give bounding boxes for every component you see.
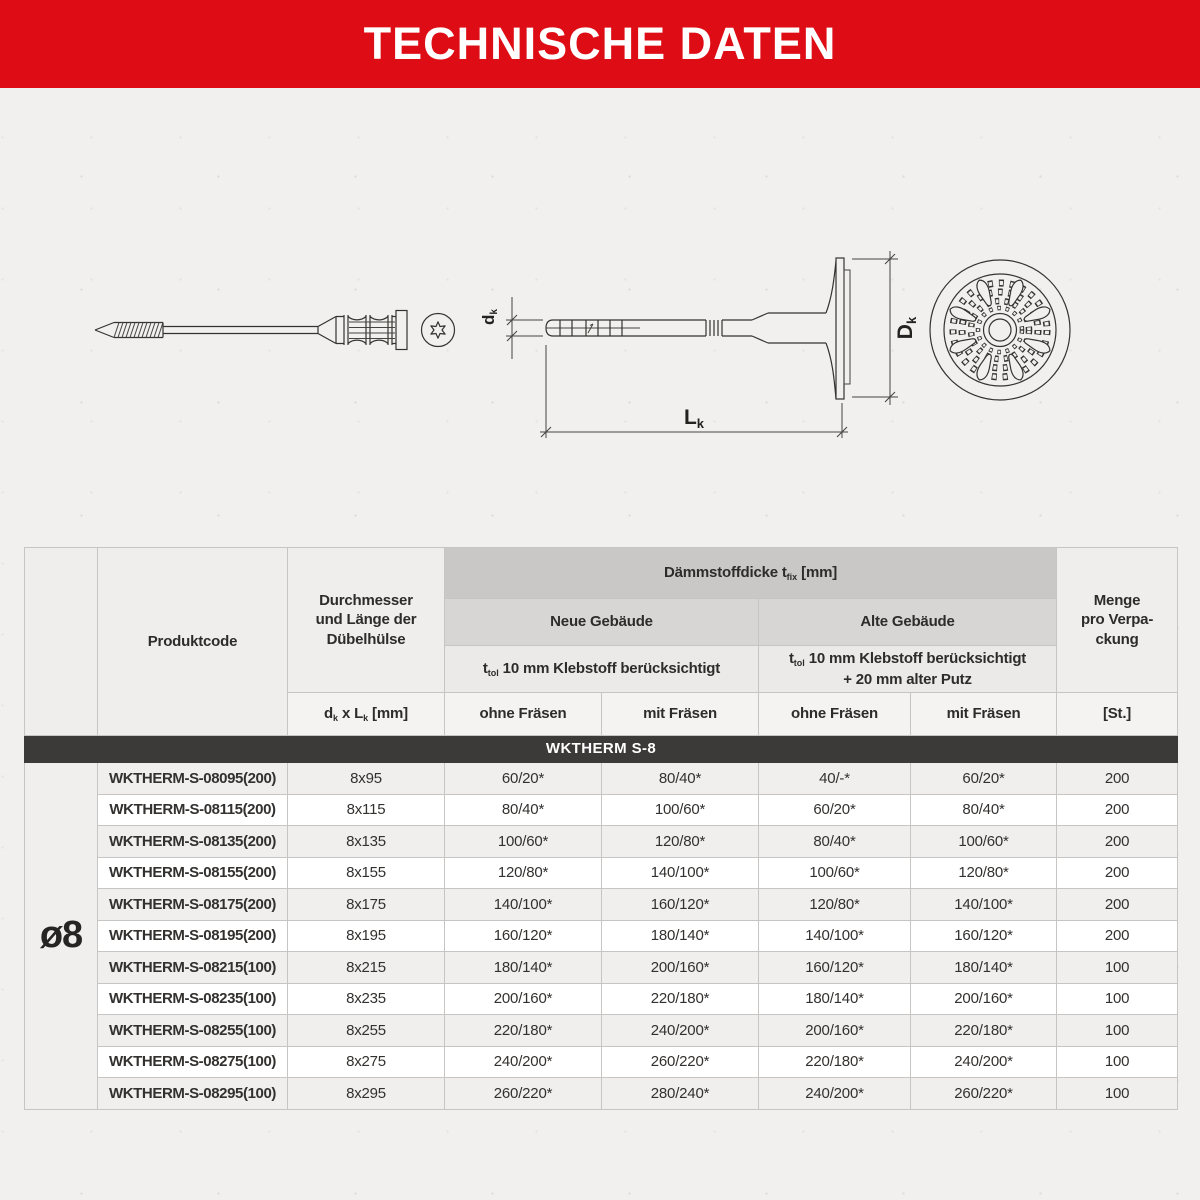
menge-cell: 200 [1057, 920, 1178, 952]
header-cell-menge: Menge pro Verpa- ckung [1057, 548, 1178, 693]
produktcode-label: Produktcode [147, 632, 238, 650]
alte-mit-cell: 200/160* [911, 983, 1057, 1015]
alte-mit-cell: 140/100* [911, 889, 1057, 921]
neue-mit-cell: 160/120* [602, 889, 759, 921]
table-row [25, 794, 1178, 826]
size-cell: 8x95 [288, 763, 445, 795]
header-cell-ttol-alte: $t_{tol}$ 10 mm Klebstoff berücksichtigt + 20 mm alter Putz [759, 646, 1057, 693]
size-cell: 8x255 [288, 1015, 445, 1047]
menge-cell: 200 [1057, 889, 1178, 921]
size-cell: 8x115 [288, 794, 445, 826]
header-cell-produktcode [98, 548, 288, 736]
alte-ohne-cell: 220/180* [759, 1046, 911, 1078]
alte-ohne-cell: 160/120* [759, 952, 911, 984]
header-cell-ttol-neue: $t_{tol}$ 10 mm Klebstoff berücksichtigt [445, 646, 759, 693]
alte-ohne-cell: 100/60* [759, 857, 911, 889]
menge-cell: 100 [1057, 1046, 1178, 1078]
table-row [25, 826, 1178, 858]
product-code-cell: WKTHERM-S-08155(200) [98, 857, 288, 889]
neue-ohne-cell: 240/200* [445, 1046, 602, 1078]
product-code-cell: WKTHERM-S-08215(100) [98, 952, 288, 984]
table-row [25, 857, 1178, 889]
size-cell: 8x275 [288, 1046, 445, 1078]
menge-cell: 100 [1057, 952, 1178, 984]
neue-mit-cell: 240/200* [602, 1015, 759, 1047]
product-code-cell: WKTHERM-S-08175(200) [98, 889, 288, 921]
header-cell-alte-mit-fraesen: mit Fräsen [911, 693, 1057, 736]
table-row [25, 889, 1178, 921]
neue-mit-cell: 220/180* [602, 983, 759, 1015]
header-cell-st-unit: [St.] [1057, 693, 1178, 736]
group-band-row [25, 736, 1178, 763]
header-cell-dk-lk: $d_k$ x $L_k$ [mm] [288, 693, 445, 736]
product-code-cell: WKTHERM-S-08275(100) [98, 1046, 288, 1078]
neue-ohne-cell: 120/80* [445, 857, 602, 889]
product-code-cell: WKTHERM-S-08295(100) [98, 1078, 288, 1110]
diameter-label-cell: ø8 [25, 763, 98, 1110]
alte-mit-cell: 240/200* [911, 1046, 1057, 1078]
table-row [25, 952, 1178, 984]
header-cell-neue-mit-fraesen: mit Fräsen [602, 693, 759, 736]
neue-ohne-cell: 180/140* [445, 952, 602, 984]
table-row [25, 1046, 1178, 1078]
screw-side-view-drawing [95, 311, 407, 350]
product-code-cell: WKTHERM-S-08135(200) [98, 826, 288, 858]
alte-mit-cell: 60/20* [911, 763, 1057, 795]
neue-mit-cell: 180/140* [602, 920, 759, 952]
Lk-dimension-label: Lk [683, 406, 705, 431]
neue-mit-cell: 280/240* [602, 1078, 759, 1110]
alte-ohne-cell: 120/80* [759, 889, 911, 921]
neue-ohne-cell: 140/100* [445, 889, 602, 921]
neue-ohne-cell: 260/220* [445, 1078, 602, 1110]
table-row [25, 920, 1178, 952]
Lk-dimension [540, 345, 848, 438]
alte-ohne-cell: 140/100* [759, 920, 911, 952]
alte-mit-cell: 160/120* [911, 920, 1057, 952]
alte-mit-cell: 120/80* [911, 857, 1057, 889]
alte-ohne-cell: 180/140* [759, 983, 911, 1015]
neue-mit-cell: 120/80* [602, 826, 759, 858]
neue-ohne-cell: 160/120* [445, 920, 602, 952]
menge-cell: 100 [1057, 1015, 1178, 1047]
neue-mit-cell: 140/100* [602, 857, 759, 889]
alte-mit-cell: 100/60* [911, 826, 1057, 858]
product-code-cell: WKTHERM-S-08235(100) [98, 983, 288, 1015]
alte-mit-cell: 80/40* [911, 794, 1057, 826]
size-cell: 8x195 [288, 920, 445, 952]
table-row [25, 983, 1178, 1015]
menge-cell: 100 [1057, 1078, 1178, 1110]
menge-cell: 200 [1057, 857, 1178, 889]
plate-face-view-drawing [930, 260, 1070, 400]
dk-dimension [479, 297, 543, 359]
neue-ohne-cell: 220/180* [445, 1015, 602, 1047]
menge-cell: 100 [1057, 983, 1178, 1015]
header-cell-diameter-group [25, 548, 98, 736]
product-code-cell: WKTHERM-S-08195(200) [98, 920, 288, 952]
table-row [25, 763, 1178, 795]
neue-ohne-cell: 60/20* [445, 763, 602, 795]
table-row [25, 1015, 1178, 1047]
neue-ohne-cell: 200/160* [445, 983, 602, 1015]
alte-mit-cell: 220/180* [911, 1015, 1057, 1047]
product-code-cell: WKTHERM-S-08255(100) [98, 1015, 288, 1047]
technical-data-table [24, 547, 1178, 1110]
table-row [25, 1078, 1178, 1110]
neue-mit-cell: 100/60* [602, 794, 759, 826]
neue-ohne-cell: 100/60* [445, 826, 602, 858]
group-band-label: WKTHERM S-8 [25, 736, 1178, 763]
size-cell: 8x215 [288, 952, 445, 984]
neue-mit-cell: 80/40* [602, 763, 759, 795]
Dk-dimension [852, 251, 919, 405]
alte-ohne-cell: 60/20* [759, 794, 911, 826]
alte-ohne-cell: 40/-* [759, 763, 911, 795]
menge-cell: 200 [1057, 794, 1178, 826]
alte-mit-cell: 180/140* [911, 952, 1057, 984]
page-title: TECHNISCHE DATEN [363, 18, 837, 69]
header-cell-neue-ohne-fraesen: ohne Fräsen [445, 693, 602, 736]
size-cell: 8x235 [288, 983, 445, 1015]
alte-ohne-cell: 240/200* [759, 1078, 911, 1110]
dk-dimension-label: dk [479, 309, 500, 325]
technical-data-table-wrap [24, 547, 1178, 1110]
header-cell-alte-gebaeude: Alte Gebäude [759, 599, 1057, 646]
header-cell-neue-gebaeude: Neue Gebäude [445, 599, 759, 646]
alte-ohne-cell: 80/40* [759, 826, 911, 858]
alte-ohne-cell: 200/160* [759, 1015, 911, 1047]
size-cell: 8x135 [288, 826, 445, 858]
product-drawings [0, 225, 1200, 485]
alte-mit-cell: 260/220* [911, 1078, 1057, 1110]
torx-head-face-drawing [422, 314, 455, 347]
size-cell: 8x175 [288, 889, 445, 921]
header-cell-durchmesser: Durchmesser und Länge der Dübelhülse [288, 548, 445, 693]
menge-cell: 200 [1057, 763, 1178, 795]
neue-mit-cell: 260/220* [602, 1046, 759, 1078]
dowel-side-view-drawing [479, 251, 919, 438]
neue-mit-cell: 200/160* [602, 952, 759, 984]
size-cell: 8x295 [288, 1078, 445, 1110]
Dk-dimension-label: Dk [894, 316, 919, 340]
menge-cell: 200 [1057, 826, 1178, 858]
title-banner [0, 0, 1200, 88]
size-cell: 8x155 [288, 857, 445, 889]
neue-ohne-cell: 80/40* [445, 794, 602, 826]
header-cell-alte-ohne-fraesen: ohne Fräsen [759, 693, 911, 736]
product-code-cell: WKTHERM-S-08115(200) [98, 794, 288, 826]
product-code-cell: WKTHERM-S-08095(200) [98, 763, 288, 795]
header-cell-daemmstoffdicke: Dämmstoffdicke $t_{fix}$ [mm] [445, 548, 1057, 599]
